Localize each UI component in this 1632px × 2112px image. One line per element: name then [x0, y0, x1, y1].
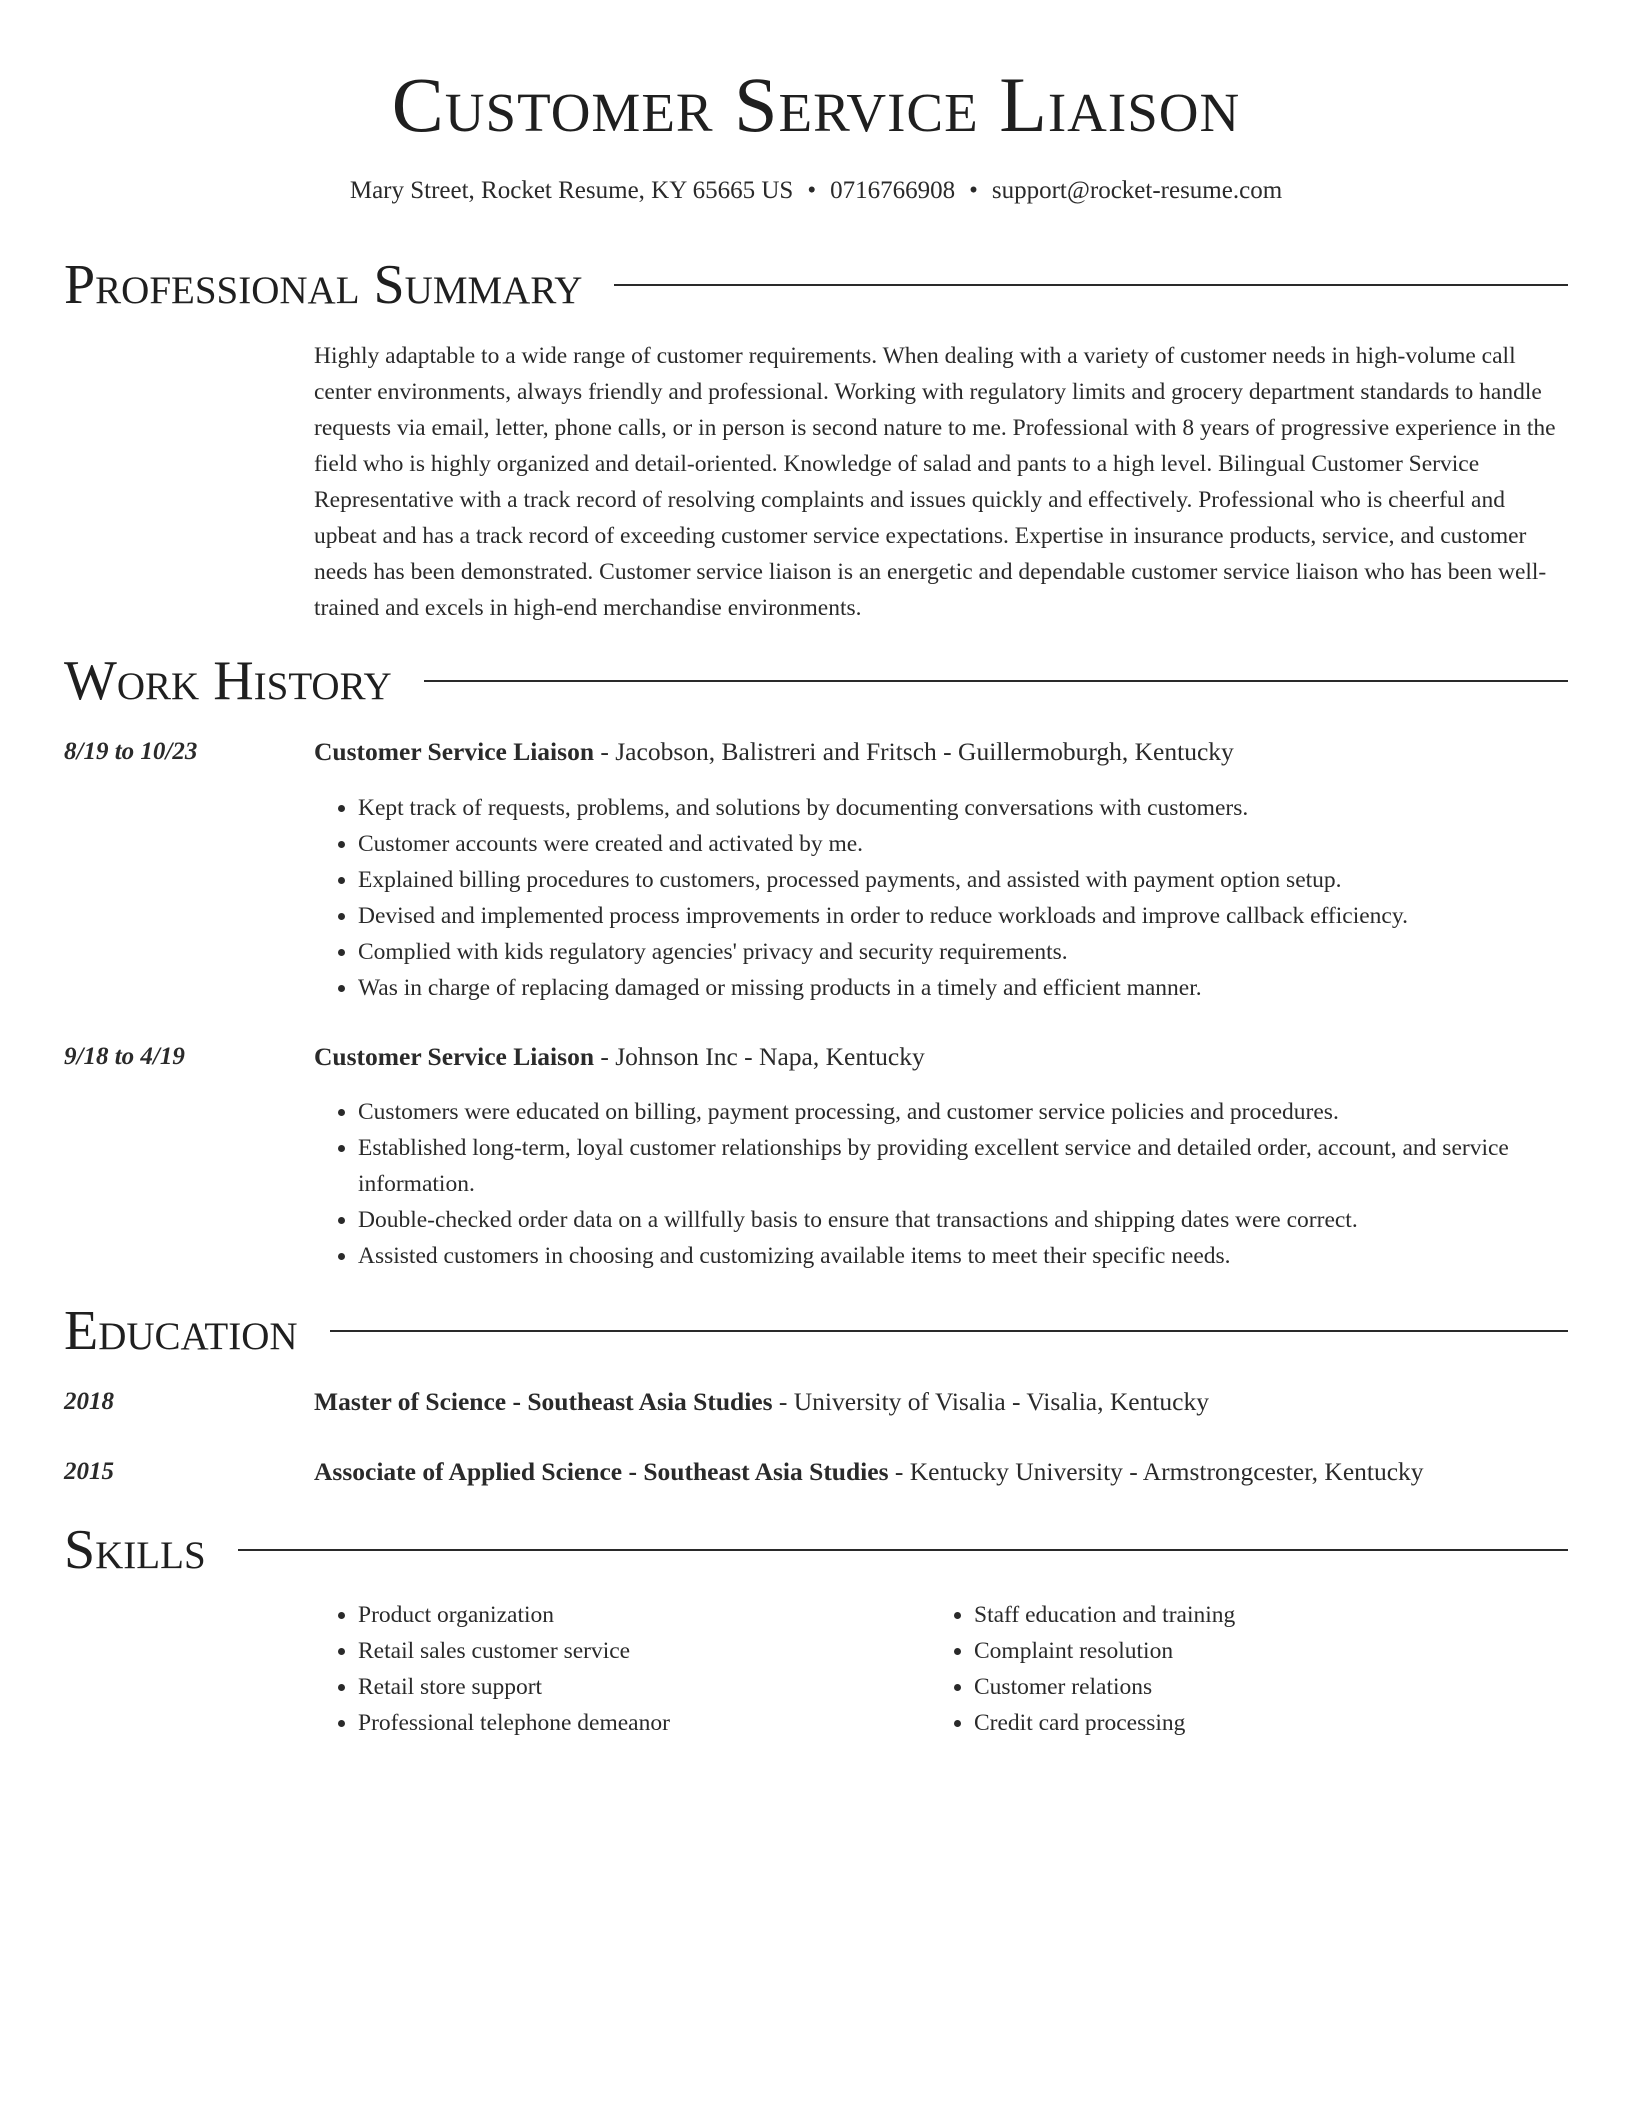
job-bullet: • Customers were educated on billing, payment processing, and customer service policies and procedures.	[358, 1094, 1570, 1130]
job-bullet: • Was in charge of replacing damaged or missing products in a timely and efficient manner.	[358, 970, 1570, 1006]
skills-section-header	[64, 1515, 1568, 1585]
job-role: Customer Service Liaison	[314, 737, 595, 766]
summary-section-title: Professional Summary	[64, 254, 583, 316]
job-dates: 8/19 to 10/23	[64, 738, 198, 765]
job-title-line	[314, 1040, 1570, 1074]
skill-item: • Credit card processing	[974, 1705, 1530, 1741]
contact-phone: 0716766908	[830, 177, 956, 204]
skill-item: • Customer relations	[974, 1669, 1530, 1705]
section-divider	[614, 284, 1568, 286]
contact-line	[0, 175, 1632, 207]
summary-section-header	[64, 250, 1568, 320]
job-bullet-list	[314, 1094, 1570, 1274]
education-degree: Associate of Applied Science - Southeast Asia Studies	[314, 1457, 889, 1486]
education-section-header	[64, 1296, 1568, 1366]
education-school: - University of Visalia - Visalia, Kentucky	[772, 1387, 1210, 1416]
job-bullet: • Explained billing procedures to customers, processed payments, and assisted with payment option setup.	[358, 862, 1570, 898]
job-bullet-list	[314, 790, 1570, 1006]
education-line	[314, 1385, 1570, 1419]
job-employer: - Johnson Inc - Napa, Kentucky	[594, 1042, 925, 1071]
job-bullet: • Double-checked order data on a willfully basis to ensure that transactions and shipping dates were correct.	[358, 1202, 1570, 1238]
section-divider	[424, 680, 1568, 682]
job-bullet: • Assisted customers in choosing and customizing available items to meet their specific needs.	[358, 1238, 1570, 1274]
education-year: 2015	[64, 1458, 114, 1485]
education-section-title: Education	[64, 1300, 298, 1362]
skill-item: • Complaint resolution	[974, 1633, 1530, 1669]
skill-item: • Retail sales customer service	[358, 1633, 914, 1669]
job-bullet: • Complied with kids regulatory agencies' privacy and security requirements.	[358, 934, 1570, 970]
contact-separator: •	[807, 177, 817, 204]
skills-list-left	[314, 1597, 914, 1741]
contact-address: Mary Street, Rocket Resume, KY 65665 US	[349, 177, 794, 204]
job-title-line	[314, 735, 1570, 769]
skills-section-title: Skills	[64, 1519, 206, 1581]
job-bullet: • Kept track of requests, problems, and solutions by documenting conversations with customers.	[358, 790, 1570, 826]
education-line	[314, 1455, 1570, 1489]
education-degree: Master of Science - Southeast Asia Studies	[314, 1387, 773, 1416]
section-divider	[238, 1549, 1568, 1551]
skills-list-right	[930, 1597, 1530, 1741]
job-bullet: • Devised and implemented process improvements in order to reduce workloads and improve callback efficiency.	[358, 898, 1570, 934]
section-divider	[330, 1330, 1568, 1332]
job-bullet: • Customer accounts were created and activated by me.	[358, 826, 1570, 862]
contact-separator: •	[969, 177, 978, 204]
job-dates: 9/18 to 4/19	[64, 1043, 185, 1070]
skill-item: • Staff education and training	[974, 1597, 1530, 1633]
education-school: - Kentucky University - Armstrongcester, Kentucky	[888, 1457, 1424, 1486]
education-year: 2018	[64, 1388, 114, 1415]
work-section-header	[64, 646, 1568, 716]
job-bullet: • Established long-term, loyal customer relationships by providing excellent service and detailed order, account, and service information.	[358, 1130, 1570, 1202]
job-role: Customer Service Liaison	[314, 1042, 595, 1071]
skill-item: • Retail store support	[358, 1669, 914, 1705]
job-employer: - Jacobson, Balistreri and Fritsch - Guillermoburgh, Kentucky	[594, 737, 1234, 766]
skill-item: • Product organization	[358, 1597, 914, 1633]
contact-email: support@rocket-resume.com	[991, 177, 1283, 204]
skill-item: • Professional telephone demeanor	[358, 1705, 914, 1741]
candidate-name: Customer Service Liaison	[391, 61, 1241, 148]
work-section-title: Work History	[64, 650, 392, 712]
summary-text: Highly adaptable to a wide range of customer requirements. When dealing with a variety of customer needs in high-volume call center environments, always friendly and professional. Working with regulatory limits and grocery department standards to handle requests via email, letter, phone calls, or in person is second nature to me. Professional with 8 years of progressive experience in the field who is highly organized and detail-oriented. Knowledge of salad and pants to a high level. Bilingual Customer Service Representative with a track record of resolving complaints and issues quickly and effectively. Professional who is cheerful and upbeat and has a track record of exceeding customer service expectations. Expertise in insurance products, service, and customer needs has been demonstrated. Customer service liaison is an energetic and dependable customer service liaison who has been well-trained and excels in high-end merchandise environments.	[314, 343, 1556, 621]
